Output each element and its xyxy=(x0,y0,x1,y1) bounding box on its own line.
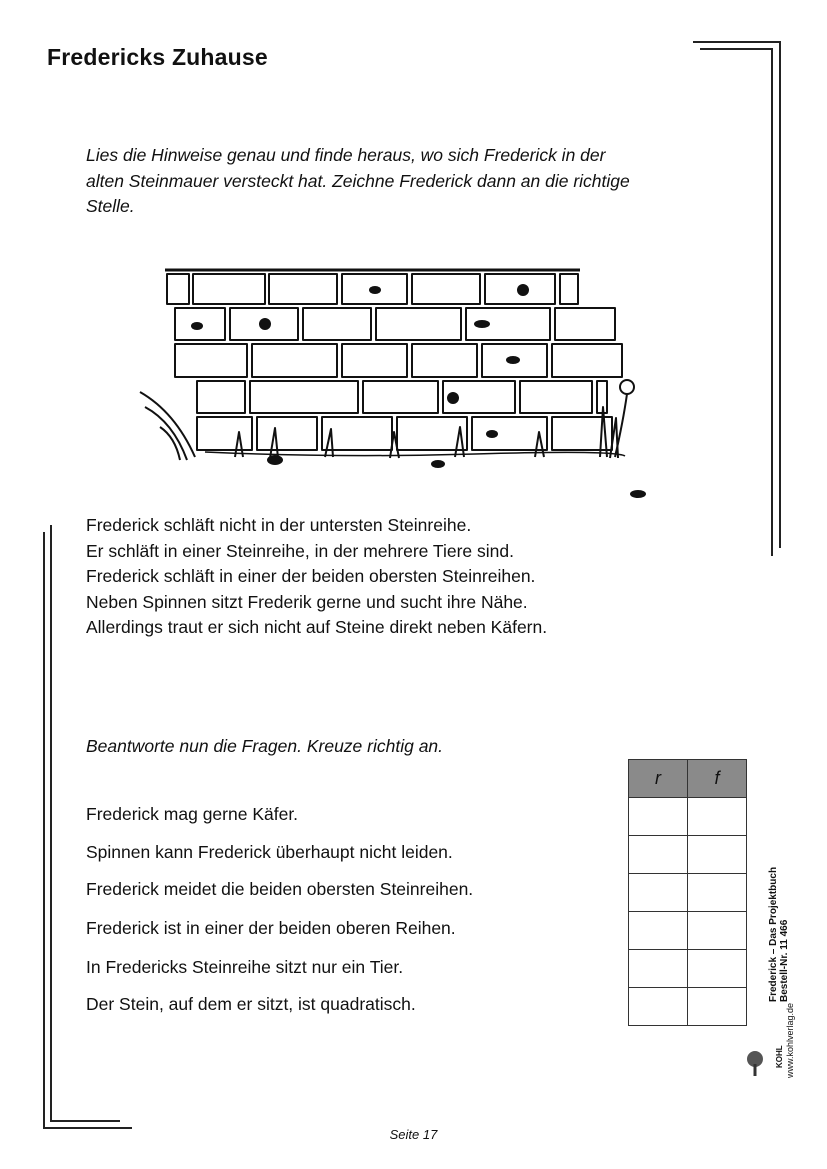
column-false-header: f xyxy=(688,760,747,798)
page-number: Seite 17 xyxy=(389,1127,438,1142)
order-number: Bestell-Nr. 11 466 xyxy=(779,919,790,1002)
checkbox-false[interactable] xyxy=(688,836,747,874)
answer-row xyxy=(629,988,747,1026)
intro-line: alten Steinmauer versteckt hat. Zeichne Frederick dann an die richtige xyxy=(86,170,630,191)
checkbox-false[interactable] xyxy=(688,950,747,988)
answer-table xyxy=(628,759,747,1026)
answer-table-header xyxy=(629,760,747,798)
checkbox-false[interactable] xyxy=(688,798,747,836)
book-title: Frederick – Das Projektbuch xyxy=(768,866,779,1002)
hint-list xyxy=(86,513,686,641)
publisher-url: www.kohlverlag.de xyxy=(785,1002,795,1078)
checkbox-true[interactable] xyxy=(629,798,688,836)
answer-row xyxy=(629,912,747,950)
answer-row xyxy=(629,874,747,912)
checkbox-false[interactable] xyxy=(688,912,747,950)
intro-text xyxy=(86,143,746,220)
publisher-logo: KOHL xyxy=(775,1045,784,1068)
intro-line: Lies die Hinweise genau und finde heraus, wo sich Frederick in der xyxy=(86,145,606,165)
checkbox-true[interactable] xyxy=(629,836,688,874)
hint-line: Frederick schläft nicht in der untersten Steinreihe. xyxy=(86,515,472,535)
hint-line: Er schläft in einer Steinreihe, in der mehrere Tiere sind. xyxy=(86,540,514,561)
checkbox-false[interactable] xyxy=(688,988,747,1026)
hint-line: Frederick schläft in einer der beiden obersten Steinreihen. xyxy=(86,566,536,586)
stone-wall-illustration xyxy=(135,262,665,507)
checkbox-true[interactable] xyxy=(629,950,688,988)
tree-logo-icon xyxy=(744,1050,766,1078)
task-instruction: Beantworte nun die Fragen. Kreuze richtig an. xyxy=(86,736,444,756)
statement: Frederick mag gerne Käfer. xyxy=(86,804,299,824)
statement: Spinnen kann Frederick überhaupt nicht leiden. xyxy=(86,842,453,862)
answer-row xyxy=(629,798,747,836)
statement: Frederick meidet die beiden obersten Steinreihen. xyxy=(86,879,474,899)
answer-row xyxy=(629,950,747,988)
checkbox-true[interactable] xyxy=(629,874,688,912)
statement: In Fredericks Steinreihe sitzt nur ein Tier. xyxy=(86,957,404,977)
hint-line: Allerdings traut er sich nicht auf Steine direkt neben Käfern. xyxy=(86,617,548,637)
checkbox-true[interactable] xyxy=(629,912,688,950)
statement: Der Stein, auf dem er sitzt, ist quadratisch. xyxy=(86,994,416,1014)
publisher-book-info xyxy=(768,867,790,1002)
intro-line: Stelle. xyxy=(86,196,135,216)
checkbox-false[interactable] xyxy=(688,874,747,912)
answer-row xyxy=(629,836,747,874)
hint-line: Neben Spinnen sitzt Frederik gerne und sucht ihre Nähe. xyxy=(86,591,528,612)
column-true-header: r xyxy=(629,760,688,798)
checkbox-true[interactable] xyxy=(629,988,688,1026)
statement: Frederick ist in einer der beiden oberen Reihen. xyxy=(86,918,456,938)
page-title: Fredericks Zuhause xyxy=(47,44,268,70)
